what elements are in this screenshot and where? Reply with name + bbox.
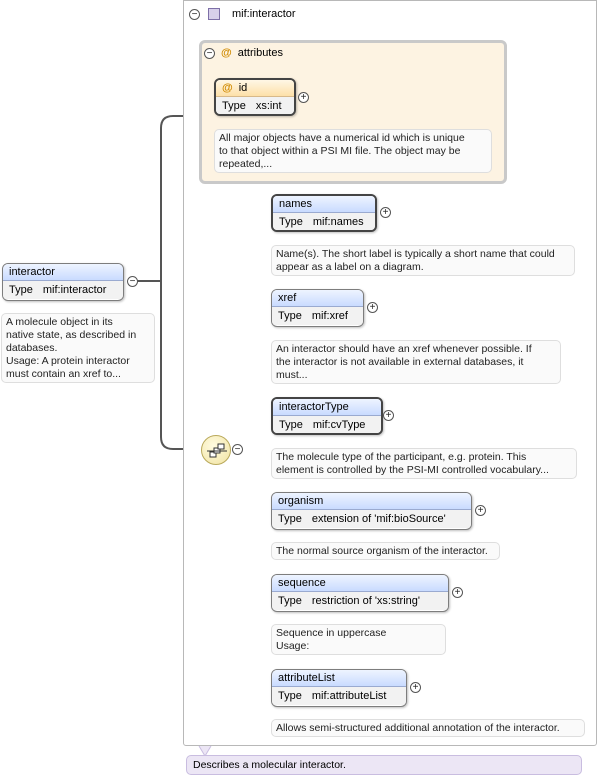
doc-line: native state, as described in [6,329,137,341]
attribute-id-documentation [214,129,492,173]
expand-toggle-icon[interactable]: + [367,302,378,313]
element-type-row [272,307,363,325]
doc-line: A molecule object in its [6,316,113,328]
doc-line: databases. [6,342,58,354]
element-names-documentation [271,245,575,276]
type-value: mif:names [312,216,364,228]
element-name: attributeList [272,670,406,687]
type-value: mif:cvType [312,419,366,431]
doc-line: to that object within a PSI MI file. The object may be [219,145,461,157]
element-sequence[interactable] [271,574,449,612]
expand-toggle-icon[interactable]: + [383,410,394,421]
type-label: Type [9,284,33,296]
attribute-at-icon: @ [221,47,232,59]
collapse-toggle-icon[interactable]: − [189,9,200,20]
element-name: xref [272,290,363,307]
element-type-row [273,416,381,434]
expand-toggle-icon[interactable]: + [298,92,309,103]
collapse-toggle-icon[interactable]: − [204,48,215,59]
doc-line: Name(s). The short label is typically a short name that could [276,248,555,260]
element-name: interactorType [273,399,381,416]
type-value: extension of 'mif:bioSource' [311,513,446,525]
element-type-row [272,510,471,528]
root-documentation [1,313,155,383]
element-name: sequence [272,575,448,592]
sequence-compositor-icon[interactable] [201,435,231,465]
element-type-row [3,281,123,299]
collapse-toggle-icon[interactable]: − [127,276,138,287]
type-value: mif:attributeList [311,690,387,702]
type-label: Type [278,310,302,322]
doc-line: Usage: A protein interactor [6,355,130,367]
element-xref[interactable] [271,289,364,327]
type-label: Type [278,513,302,525]
doc-line: The molecule type of the participant, e.g. protein. This [276,451,527,463]
doc-line: repeated,... [219,158,273,170]
element-name: names [273,196,375,213]
doc-line: element is controlled by the PSI-MI controlled vocabulary... [276,464,549,476]
doc-line: Usage: [276,640,310,652]
type-value: restriction of 'xs:string' [311,595,420,607]
doc-line: appear as a label on a diagram. [276,261,424,273]
doc-line: All major objects have a numerical id which is unique [219,132,465,144]
root-element-interactor[interactable] [2,263,124,301]
element-organism-documentation [271,542,500,560]
element-attribute-list[interactable] [271,669,407,707]
element-attribute-list-documentation [271,719,585,737]
collapse-toggle-icon[interactable]: − [232,444,243,455]
element-organism[interactable] [271,492,472,530]
type-label: Type [279,216,303,228]
type-label: Type [278,690,302,702]
expand-toggle-icon[interactable]: + [410,682,421,693]
attributes-header [221,47,283,59]
type-label: Type [279,419,303,431]
type-value: mif:interactor [42,284,107,296]
complex-type-icon [208,8,220,20]
expand-toggle-icon[interactable]: + [475,505,486,516]
attributes-label: attributes [237,47,283,59]
element-interactor-type-documentation [271,448,577,479]
type-value: xs:int [255,100,282,112]
element-type-row [273,213,375,231]
complex-type-name: mif:interactor [232,8,296,20]
doc-line: must... [276,369,308,381]
expand-toggle-icon[interactable]: + [380,207,391,218]
element-xref-documentation [271,340,561,384]
attribute-type-row [216,97,294,115]
element-sequence-documentation [271,624,446,655]
element-type-row [272,592,448,610]
doc-line: An interactor should have an xref whenever possible. If [276,343,532,355]
element-name: organism [272,493,471,510]
element-type-row [272,687,406,705]
type-label: Type [222,100,246,112]
doc-line: must contain an xref to... [6,368,121,380]
attribute-at-icon: @ [222,82,233,94]
doc-line: Sequence in uppercase [276,627,387,639]
attribute-name-text: id [238,82,248,94]
sequence-glyph [202,436,232,466]
element-interactor-type[interactable] [271,397,383,435]
element-name: interactor [3,264,123,281]
expand-toggle-icon[interactable]: + [452,587,463,598]
complex-type-documentation: Describes a molecular interactor. [186,755,582,775]
type-value: mif:xref [311,310,348,322]
element-names[interactable] [271,194,377,232]
type-label: Type [278,595,302,607]
attribute-id[interactable] [214,78,296,116]
doc-line: Allows semi-structured additional annotation of the interactor. [276,722,560,734]
doc-line: the interactor is not available in external databases, it [276,356,524,368]
attribute-name [216,80,294,97]
doc-line: The normal source organism of the interactor. [276,545,488,557]
